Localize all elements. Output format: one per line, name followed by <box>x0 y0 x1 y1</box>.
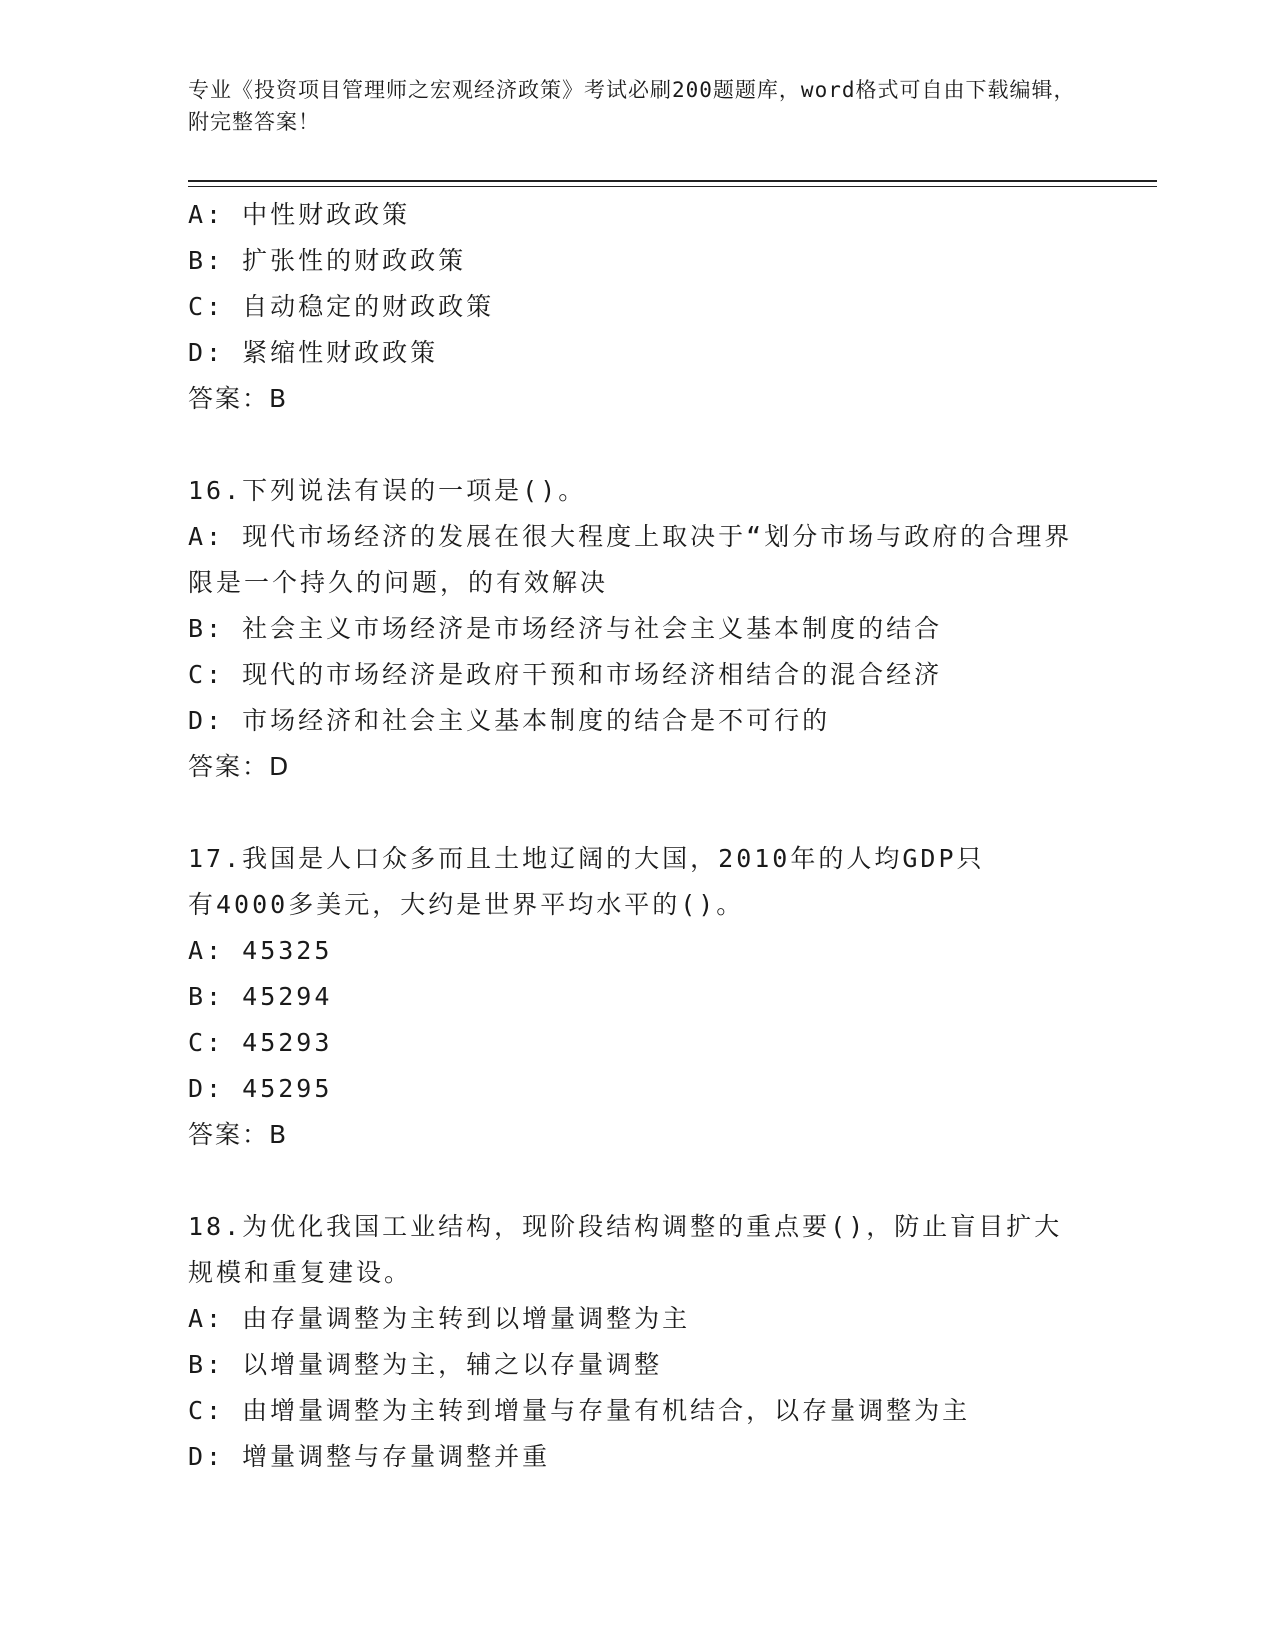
option-c: C: 自动稳定的财政政策 <box>188 292 495 321</box>
option-c: C: 现代的市场经济是政府干预和市场经济相结合的混合经济 <box>188 660 943 689</box>
option-d: D: 45295 <box>188 1074 333 1103</box>
answer-line: 答案：B <box>188 384 289 413</box>
question-stem: 16.下列说法有误的一项是()。 <box>188 476 587 505</box>
spacer <box>188 1158 1088 1204</box>
option-b: B: 以增量调整为主，辅之以存量调整 <box>188 1350 663 1379</box>
option-b: B: 45294 <box>188 982 333 1011</box>
option-c: C: 45293 <box>188 1028 333 1057</box>
question-16 <box>188 468 1088 790</box>
option-b: B: 扩张性的财政政策 <box>188 246 467 275</box>
option-a: A: 由存量调整为主转到以增量调整为主 <box>188 1304 691 1333</box>
option-b: B: 社会主义市场经济是市场经济与社会主义基本制度的结合 <box>188 614 943 643</box>
question-content <box>188 192 1088 1480</box>
question-15 <box>188 192 1088 422</box>
option-a: A: 中性财政政策 <box>188 200 411 229</box>
option-d: D: 紧缩性财政政策 <box>188 338 439 367</box>
question-18 <box>188 1204 1088 1480</box>
header-rule-thin <box>188 186 1157 187</box>
option-a: A: 45325 <box>188 936 333 965</box>
spacer <box>188 422 1088 468</box>
option-c: C: 由增量调整为主转到增量与存量有机结合，以存量调整为主 <box>188 1396 971 1425</box>
question-17 <box>188 836 1088 1158</box>
question-stem: 17.我国是人口众多而且土地辽阔的大国，2010年的人均GDP只有4000多美元，大约是世界平均水平的()。 <box>188 844 985 919</box>
spacer <box>188 790 1088 836</box>
answer-line: 答案：D <box>188 752 291 781</box>
option-d: D: 增量调整与存量调整并重 <box>188 1442 551 1471</box>
option-d: D: 市场经济和社会主义基本制度的结合是不可行的 <box>188 706 831 735</box>
option-a: A: 现代市场经济的发展在很大程度上取决于“划分市场与政府的合理界限是一个持久的问题，的有效解决 <box>188 522 1073 597</box>
document-header: 专业《投资项目管理师之宏观经济政策》考试必刷200题题库，word格式可自由下载编辑，附完整答案！ <box>188 78 1076 134</box>
header-rule-thick <box>188 180 1157 182</box>
question-stem: 18.为优化我国工业结构，现阶段结构调整的重点要()，防止盲目扩大规模和重复建设。 <box>188 1212 1063 1287</box>
answer-line: 答案：B <box>188 1120 289 1149</box>
